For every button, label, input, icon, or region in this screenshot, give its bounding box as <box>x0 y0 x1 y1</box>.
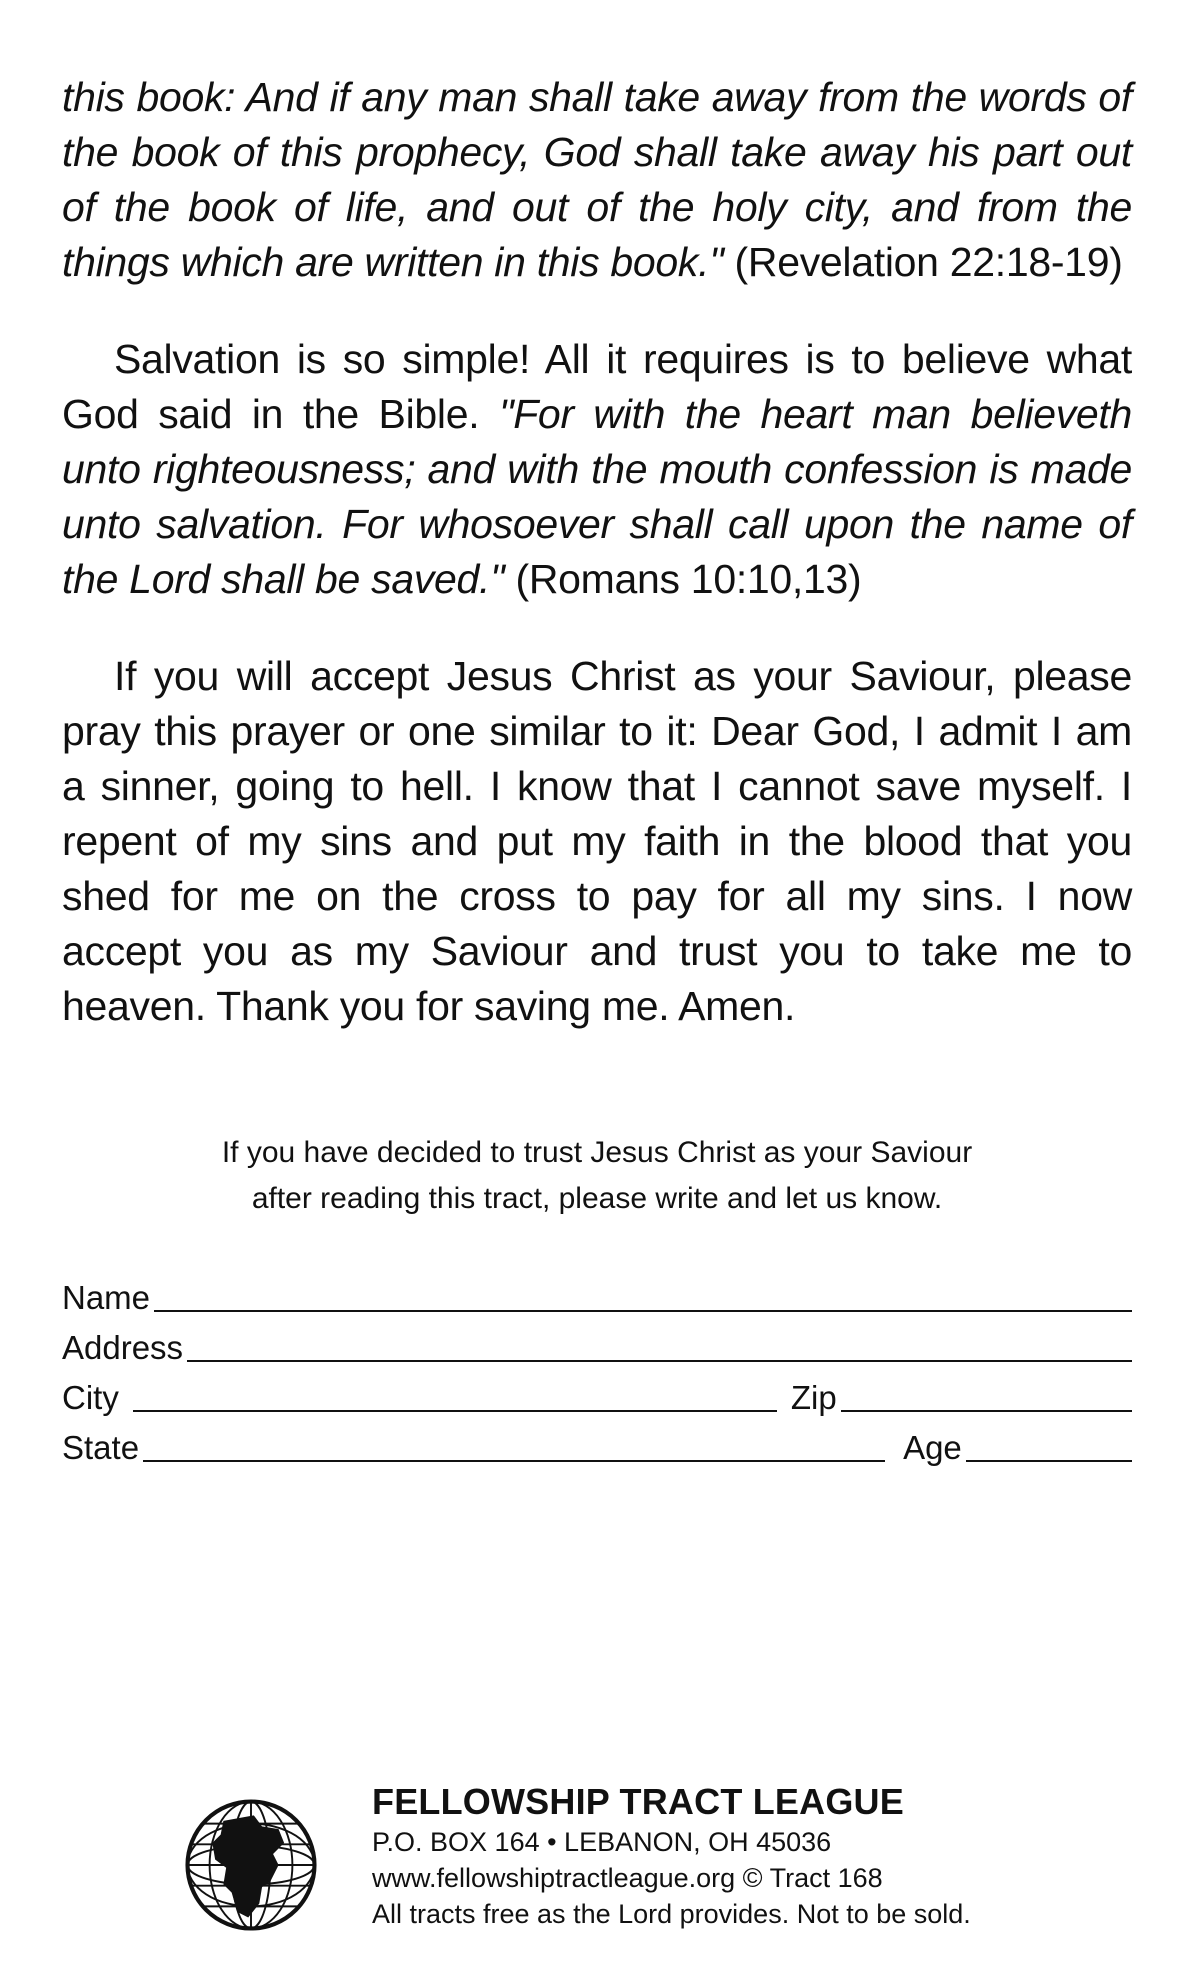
revelation-reference: (Revelation 22:18-19) <box>723 239 1123 285</box>
paragraph-salvation <box>62 332 1132 607</box>
revelation-quote: this book: And if any man shall take away from the words of the book of this prophecy, God shall take away his part out of the book of life, and out of the holy city, and from the things which are written in this book." <box>62 74 1132 285</box>
tract-body <box>62 70 1132 1076</box>
website-tract-number: www.fellowshiptractleague.org © Tract 168 <box>372 1863 883 1893</box>
address-label: Address <box>62 1329 184 1366</box>
appeal-line-2: after reading this tract, please write and let us know. <box>251 1182 943 1215</box>
paragraph-prayer: If you will accept Jesus Christ as your Saviour, please pray this prayer or one similar to it: Dear God, I admit I am a sinner, going to hell. I know that I cannot save myself. I repent of my sins and put my faith in the blood that you shed for me on the cross to pay for all my sins. I now accept you as my Saviour and trust you to take me to heaven. Thank you for saving me. Amen. <box>62 653 1132 1029</box>
age-label: Age <box>903 1429 962 1466</box>
city-zip-row <box>62 1368 1132 1418</box>
state-label: State <box>62 1429 140 1466</box>
salvation-intro: Salvation is so simple! All it requires is to believe what God said in the Bible. <box>62 336 1132 437</box>
response-form <box>62 1268 1132 1468</box>
mailing-address: P.O. BOX 164 • LEBANON, OH 45036 <box>372 1827 832 1857</box>
city-field[interactable] <box>133 1410 777 1412</box>
romans-quote: "For with the heart man believeth unto righteousness; and with the mouth confession is made unto salvation. For whosoever shall call upon the name of the Lord shall be saved." <box>62 391 1132 602</box>
publisher-info <box>372 1780 971 1932</box>
name-field[interactable] <box>154 1310 1132 1312</box>
globe-logo-icon <box>182 1796 320 1934</box>
name-row <box>62 1268 1132 1318</box>
distribution-notice: All tracts free as the Lord provides. Not to be sold. <box>372 1899 971 1929</box>
state-age-row <box>62 1418 1132 1468</box>
name-label: Name <box>62 1279 151 1316</box>
romans-reference: (Romans 10:10,13) <box>504 556 862 602</box>
paragraph-revelation <box>62 70 1132 290</box>
publisher-footer <box>182 1780 1082 1940</box>
zip-label: Zip <box>790 1379 837 1416</box>
organization-name: FELLOWSHIP TRACT LEAGUE <box>372 1781 904 1822</box>
city-label: City <box>62 1379 119 1416</box>
zip-field[interactable] <box>841 1410 1132 1412</box>
address-field[interactable] <box>187 1360 1132 1362</box>
response-appeal <box>0 1130 1194 1222</box>
state-field[interactable] <box>143 1460 885 1462</box>
age-field[interactable] <box>966 1460 1132 1462</box>
address-row <box>62 1318 1132 1368</box>
appeal-line-1: If you have decided to trust Jesus Christ as your Saviour <box>221 1136 973 1169</box>
